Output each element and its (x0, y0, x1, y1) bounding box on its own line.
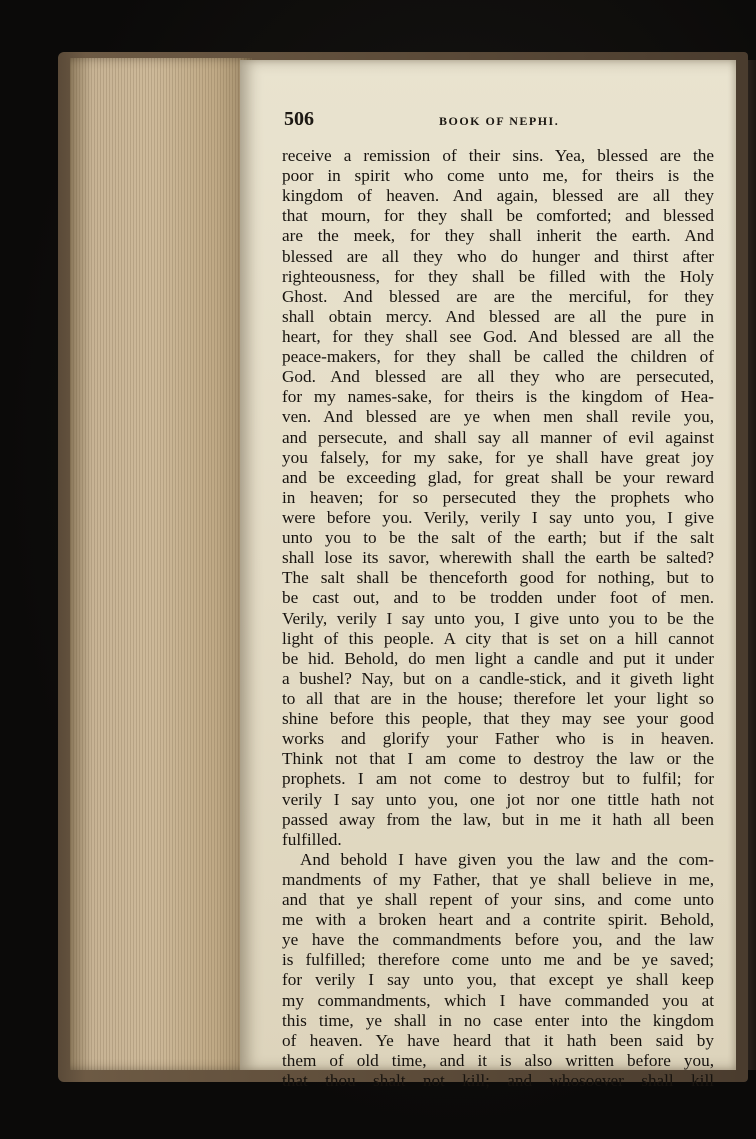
text-line: them of old time, and it is also written before you, (282, 1050, 714, 1070)
text-line: Think not that I am come to destroy the law or the (282, 749, 714, 769)
text-line: my commandments, which I have commanded you at (282, 990, 714, 1010)
text-line: for my names-sake, for theirs is the kingdom of Hea- (282, 387, 714, 407)
text-line: Ghost. And blessed are are the merciful, for they (282, 286, 714, 306)
text-line: And behold I have given you the law and the com- (300, 849, 714, 869)
text-line: be cast out, and to be trodden under foot of men. (282, 588, 714, 608)
text-line: righteousness, for they shall be filled with the Holy (282, 266, 714, 286)
text-line: of heaven. Ye have heard that it hath been said by (282, 1030, 714, 1050)
text-line: works and glorify your Father who is in heaven. (282, 729, 714, 749)
text-line: blessed are all they who do hunger and thirst after (282, 246, 714, 266)
text-line: heart, for they shall see God. And blessed are all the (282, 326, 714, 346)
text-line: unto you to be the salt of the earth; but if the salt (282, 528, 714, 548)
text-line: were before you. Verily, verily I say unto you, I give (282, 507, 714, 527)
text-line: receive a remission of their sins. Yea, blessed are the (282, 146, 714, 165)
text-line: shall obtain mercy. And blessed are all the pure in (282, 306, 714, 326)
text-line: and persecute, and shall say all manner of evil against (282, 427, 714, 447)
body-text (282, 146, 714, 1091)
text-line: shall lose its savor, wherewith shall the earth be salted? (282, 548, 714, 568)
text-line: that thou shalt not kill; and whosoever shall kill (282, 1071, 714, 1091)
text-line: poor in spirit who come unto me, for theirs is the (282, 166, 714, 186)
text-line: prophets. I am not come to destroy but to fulfil; for (282, 769, 714, 789)
page-number: 506 (284, 108, 314, 130)
text-line: is fulfilled; therefore come unto me and be ye saved; (282, 950, 714, 970)
page-block-edges (70, 58, 252, 1070)
text-line: fulfilled. (282, 829, 342, 849)
page-header (284, 108, 714, 132)
text-line: shine before this people, that they may see your good (282, 709, 714, 729)
text-line: mandments of my Father, that ye shall believe in me, (282, 869, 714, 889)
text-line: ven. And blessed are ye when men shall revile you, (282, 407, 714, 427)
text-line: a bushel? Nay, but on a candle-stick, and it giveth light (282, 668, 714, 688)
text-line: ye have the commandments before you, and the law (282, 930, 714, 950)
text-line: be hid. Behold, do men light a candle and put it under (282, 648, 714, 668)
text-line: to all that are in the house; therefore let your light so (282, 688, 714, 708)
text-line: you falsely, for my sake, for ye shall have great joy (282, 447, 714, 467)
text-line: that mourn, for they shall be comforted; and blessed (282, 206, 714, 226)
text-line: me with a broken heart and a contrite spirit. Behold, (282, 910, 714, 930)
text-line: for verily I say unto you, that except ye shall keep (282, 970, 714, 990)
text-line: and be exceeding glad, for great shall be your reward (282, 467, 714, 487)
running-head: BOOK OF NEPHI. (439, 114, 560, 128)
text-line: kingdom of heaven. And again, blessed are all they (282, 186, 714, 206)
text-line: light of this people. A city that is set on a hill cannot (282, 628, 714, 648)
text-line: peace-makers, for they shall be called the children of (282, 347, 714, 367)
text-line: verily I say unto you, one jot nor one tittle hath not (282, 789, 714, 809)
text-line: and that ye shall repent of your sins, and come unto (282, 890, 714, 910)
text-line: this time, ye shall in no case enter into the kingdom (282, 1010, 714, 1030)
text-line: passed away from the law, but in me it hath all been (282, 809, 714, 829)
text-line: Verily, verily I say unto you, I give unto you to be the (282, 608, 714, 628)
text-line: God. And blessed are all they who are persecuted, (282, 367, 714, 387)
text-line: The salt shall be thenceforth good for nothing, but to (282, 568, 714, 588)
text-line: are the meek, for they shall inherit the earth. And (282, 226, 714, 246)
text-line: in heaven; for so persecuted they the prophets who (282, 487, 714, 507)
